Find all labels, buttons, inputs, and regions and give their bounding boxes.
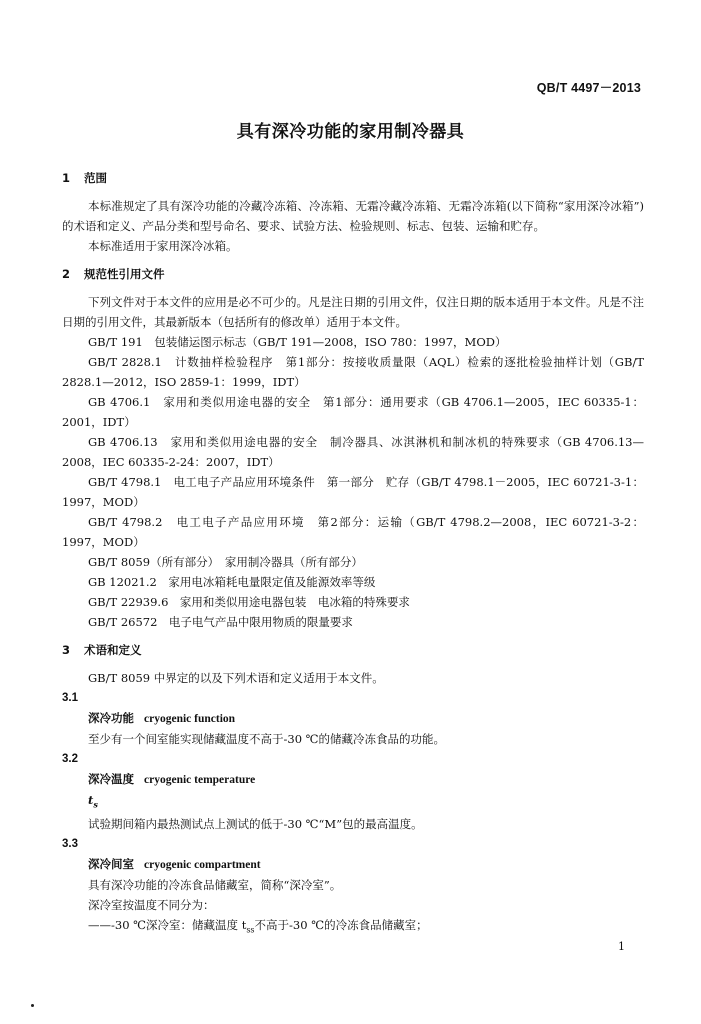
term-english: cryogenic temperature	[144, 774, 256, 786]
section-number: 3	[62, 643, 71, 657]
scan-speck	[31, 1004, 34, 1007]
section-number: 2	[62, 267, 71, 281]
term-definition: 具有深冷功能的冷冻食品储藏室，简称“深冷室”。	[88, 878, 342, 893]
term-english: cryogenic compartment	[144, 859, 261, 872]
document-body	[0, 168, 701, 941]
reference-item: GB/T 4798.2 电工电子产品应用环境 第2部分：运输（GB/T 4798.2—2008，IEC 60721-3-2：1997，MOD）	[62, 515, 644, 549]
section-title: 规范性引用文件	[84, 267, 165, 281]
term-chinese: 深冷间室	[88, 857, 134, 872]
term-heading	[0, 854, 701, 875]
term-number: 3.3	[62, 838, 78, 851]
reference-item: GB/T 26572 电子电气产品中限用物质的限量要求	[88, 615, 353, 629]
section-title: 范围	[84, 171, 107, 185]
scope-applicability: 本标准适用于家用深冷冰箱。	[88, 239, 238, 253]
term-english: cryogenic function	[144, 713, 236, 725]
document-title: 具有深冷功能的家用制冷器具	[236, 122, 465, 142]
section-1-heading	[0, 168, 701, 188]
term-heading	[0, 769, 701, 790]
term-chinese: 深冷功能	[88, 711, 134, 725]
section-number: 1	[62, 171, 71, 185]
term-heading	[0, 708, 701, 729]
reference-item: GB 4706.1 家用和类似用途电器的安全 第1部分：通用要求（GB 4706.1—2005，IEC 60335-1：2001，IDT）	[62, 395, 644, 429]
term-definition: 至少有一个间室能实现储藏温度不高于-30 ℃的储藏冷冻食品的功能。	[88, 732, 446, 746]
reference-item: GB/T 8059（所有部分） 家用制冷器具（所有部分）	[88, 555, 363, 569]
term-chinese: 深冷温度	[88, 772, 134, 786]
terms-intro: GB/T 8059 中界定的以及下列术语和定义适用于本文件。	[88, 671, 384, 685]
term-number: 3.1	[62, 692, 78, 704]
section-title: 术语和定义	[84, 643, 142, 657]
list-item: ——-30 ℃深冷室：储藏温度 $t_{ss}$不高于-30 ℃的冷冻食品储藏室；	[88, 918, 428, 935]
term-symbol: $t_s$	[88, 793, 98, 810]
page-number: 1	[618, 940, 625, 953]
reference-item: GB/T 22939.6 家用和类似用途电器包装 电冰箱的特殊要求	[88, 595, 410, 609]
references-intro: 下列文件对于本文件的应用是必不可少的。凡是注日期的引用文件，仅注日期的版本适用于本文件。凡是不注日期的引用文件，其最新版本（包括所有的修改单）适用于本文件。	[62, 295, 644, 329]
reference-item: GB 4706.13 家用和类似用途电器的安全 制冷器具、冰淇淋机和制冰机的特殊要求（GB 4706.13—2008，IEC 60335-2-24：2007，IDT）	[62, 435, 644, 469]
standard-code: QB/T 4497－2013	[536, 81, 641, 95]
term-number: 3.2	[62, 753, 78, 765]
reference-item: GB/T 2828.1 计数抽样检验程序 第1部分：按接收质量限（AQL）检索的逐批检验抽样计划（GB/T 2828.1—2012，ISO 2859-1：1999，IDT）	[62, 355, 644, 389]
reference-item: GB/T 4798.1 电工电子产品应用环境条件 第一部分 贮存（GB/T 4798.1－2005，IEC 60721-3-1：1997，MOD）	[62, 475, 644, 509]
reference-item: GB/T 191 包装储运图示标志（GB/T 191—2008，ISO 780：1997，MOD）	[88, 335, 507, 349]
section-3-heading	[0, 640, 701, 660]
term-definition: 试验期间箱内最热测试点上测试的低于-30 ℃“M”包的最高温度。	[88, 817, 423, 832]
term-definition-extra: 深冷室按温度不同分为：	[88, 898, 215, 913]
reference-item: GB 12021.2 家用电冰箱耗电量限定值及能源效率等级	[88, 575, 376, 589]
scope-paragraph: 本标准规定了具有深冷功能的冷藏冷冻箱、冷冻箱、无霜冷藏冷冻箱、无霜冷冻箱(以下简称“家用深冷冰箱”)的术语和定义、产品分类和型号命名、要求、试验方法、检验规则、标志、包装、运输和贮存。	[62, 199, 644, 233]
section-2-heading	[0, 264, 701, 284]
